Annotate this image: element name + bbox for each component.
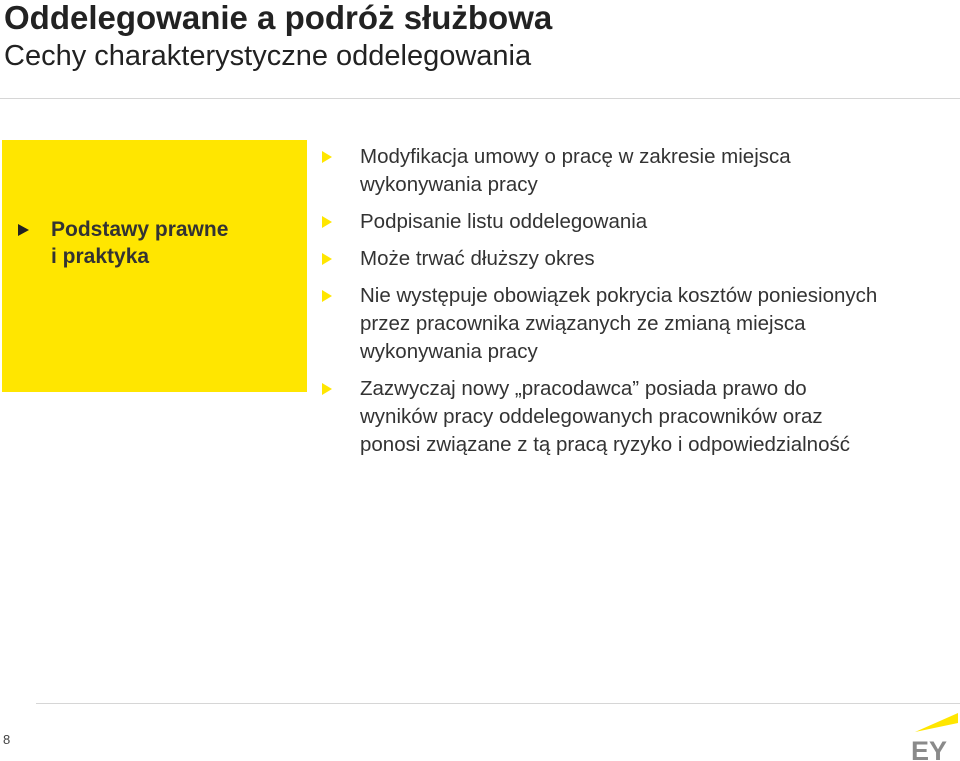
bullet-line: wykonywania pracy [360,173,538,196]
header-divider [0,98,960,99]
bullet-item [322,375,958,459]
slide-title: Oddelegowanie a podróż służbowa [4,0,553,36]
bullet-item [322,143,958,199]
ey-logo-icon [908,710,960,761]
bullet-line: ponosi związane z tą pracą ryzyko i odpowiedzialność [360,433,850,456]
slide-subtitle: Cechy charakterystyczne oddelegowania [4,40,532,72]
bullet-line: Zazwyczaj nowy „pracodawca” posiada prawo do [360,377,807,400]
bullet-line: wyników pracy oddelegowanych pracowników oraz [360,405,823,428]
triangle-bullet-icon [322,383,332,395]
bullet-item [322,282,958,366]
bullet-item [322,245,958,273]
logo-text: EY [911,736,948,761]
triangle-bullet-icon [322,216,332,228]
triangle-bullet-icon [18,224,29,236]
category-label-line: Podstawy prawne [51,218,229,241]
category-box [2,140,307,392]
page-number: 8 [3,732,11,747]
triangle-bullet-icon [322,151,332,163]
bullet-line: Modyfikacja umowy o pracę w zakresie miejsca [360,145,791,168]
bullet-line: Podpisanie listu oddelegowania [360,210,648,233]
triangle-bullet-icon [322,290,332,302]
bullet-line: Nie występuje obowiązek pokrycia kosztów poniesionych [360,284,878,307]
category-label [18,216,228,270]
bullet-line: Może trwać dłuższy okres [360,247,595,270]
bullet-line: przez pracownika związanych ze zmianą miejsca [360,312,806,335]
category-label-line: i praktyka [51,245,150,268]
footer-divider [36,703,960,704]
bullet-list [322,143,958,468]
category-label-text [51,216,228,270]
bullet-line: wykonywania pracy [360,340,538,363]
triangle-bullet-icon [322,253,332,265]
bullet-item [322,208,958,236]
